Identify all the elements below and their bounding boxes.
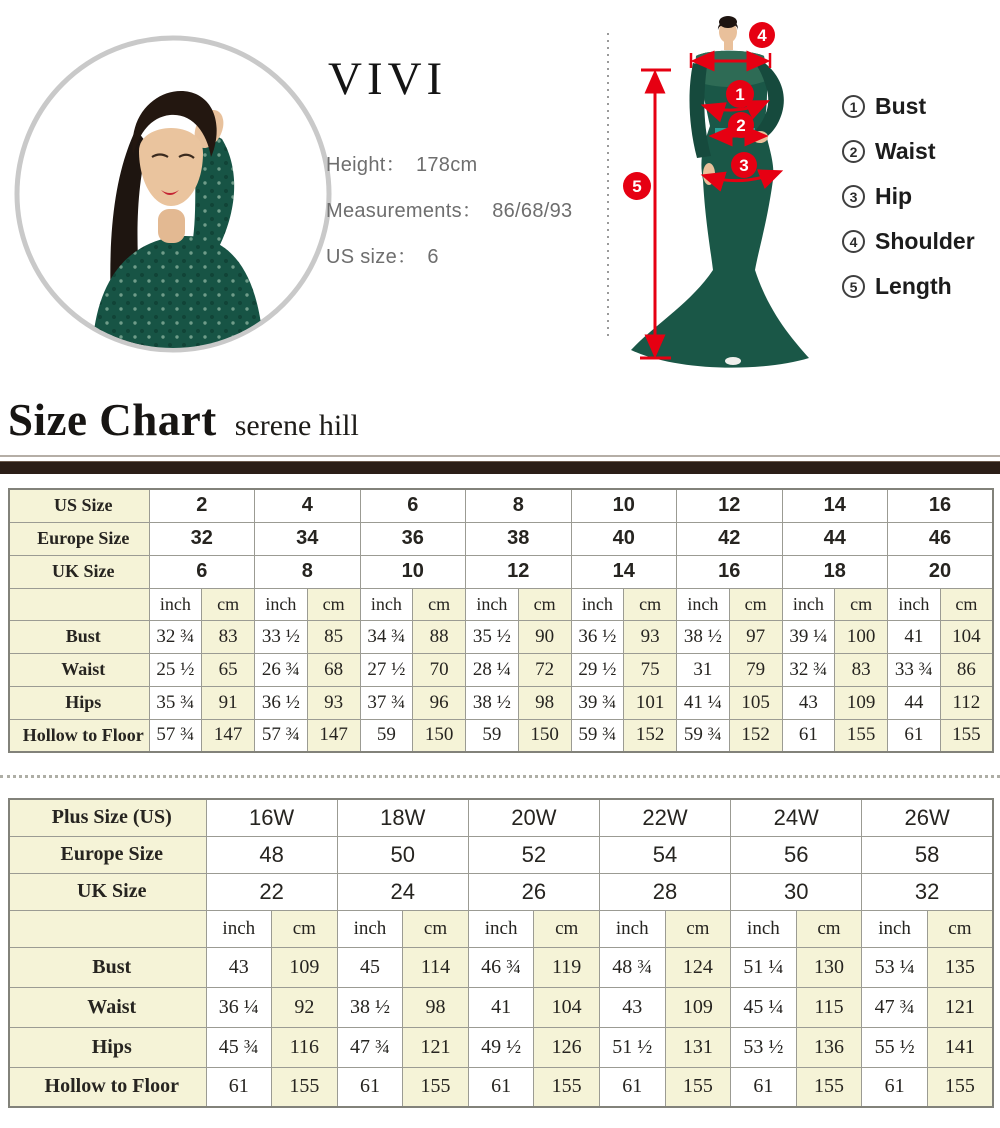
value-cm-cell: 155 [403, 1067, 469, 1107]
value-cm-cell: 100 [835, 620, 888, 653]
value-inch-cell: 41 [468, 987, 534, 1027]
size-cell: 14 [782, 489, 888, 522]
value-cm-cell: 90 [518, 620, 571, 653]
value-inch-cell: 61 [782, 719, 835, 752]
value-cm-cell: 83 [202, 620, 255, 653]
size-cell: 40 [571, 522, 677, 555]
value-cm-cell: 114 [403, 947, 469, 987]
row-label: Waist [9, 653, 149, 686]
unit-cm-cell: cm [413, 588, 466, 620]
value-inch-cell: 61 [888, 719, 941, 752]
regular-size-table [8, 488, 994, 753]
size-cell: 46 [888, 522, 994, 555]
value-cm-cell: 152 [729, 719, 782, 752]
legend-item-shoulder [842, 219, 975, 264]
value-cm-cell: 68 [307, 653, 360, 686]
model-us-size: US size： 6 [326, 246, 439, 268]
size-cell: 28 [599, 873, 730, 910]
value-inch-cell: 61 [731, 1067, 797, 1107]
value-inch-cell: 34 ¾ [360, 620, 413, 653]
value-cm-cell: 86 [940, 653, 993, 686]
size-cell: 24W [731, 799, 862, 836]
value-inch-cell: 36 ½ [255, 686, 308, 719]
model-portrait-illustration [12, 33, 334, 355]
unit-cm-cell: cm [835, 588, 888, 620]
unit-cm-cell: cm [202, 588, 255, 620]
size-cell: 42 [677, 522, 783, 555]
row-label: Hollow to Floor [9, 719, 149, 752]
unit-inch-cell: inch [466, 588, 519, 620]
solid-divider [0, 455, 1000, 474]
value-cm-cell: 97 [729, 620, 782, 653]
unit-cm-cell: cm [307, 588, 360, 620]
unit-inch-cell: inch [206, 910, 272, 947]
value-cm-cell: 109 [272, 947, 338, 987]
value-cm-cell: 104 [940, 620, 993, 653]
measure-row-waist [9, 987, 993, 1027]
value-inch-cell: 43 [599, 987, 665, 1027]
unit-inch-cell: inch [888, 588, 941, 620]
value-inch-cell: 41 ¼ [677, 686, 730, 719]
row-label: Bust [9, 620, 149, 653]
value-inch-cell: 38 ½ [337, 987, 403, 1027]
unit-cm-cell: cm [729, 588, 782, 620]
value-inch-cell: 28 ¼ [466, 653, 519, 686]
row-label: Europe Size [9, 836, 206, 873]
value-inch-cell: 36 ¼ [206, 987, 272, 1027]
legend-label: Waist [875, 138, 936, 164]
size-cell: 10 [360, 555, 466, 588]
size-cell: 14 [571, 555, 677, 588]
value-inch-cell: 38 ½ [677, 620, 730, 653]
value-cm-cell: 152 [624, 719, 677, 752]
size-cell: 36 [360, 522, 466, 555]
marker-shoulder-number: 4 [757, 26, 767, 45]
value-inch-cell: 35 ½ [466, 620, 519, 653]
measure-row-bust [9, 947, 993, 987]
measurement-legend [842, 84, 975, 309]
value-cm-cell: 65 [202, 653, 255, 686]
row-label: US Size [9, 489, 149, 522]
value-cm-cell: 147 [202, 719, 255, 752]
value-cm-cell: 155 [534, 1067, 600, 1107]
marker-hip-number: 3 [739, 156, 749, 175]
value-inch-cell: 39 ¾ [571, 686, 624, 719]
value-cm-cell: 136 [796, 1027, 862, 1067]
shoe-tip [725, 357, 741, 365]
size-cell: 58 [862, 836, 993, 873]
value-cm-cell: 150 [518, 719, 571, 752]
value-inch-cell: 61 [206, 1067, 272, 1107]
size-cell: 30 [731, 873, 862, 910]
circled-number-icon: 3 [842, 185, 865, 208]
size-cell: 54 [599, 836, 730, 873]
measure-row-hips [9, 1027, 993, 1067]
value-inch-cell: 51 ½ [599, 1027, 665, 1067]
value-inch-cell: 47 ¾ [337, 1027, 403, 1067]
size-cell: 10 [571, 489, 677, 522]
size-cell: 16 [677, 555, 783, 588]
value-inch-cell: 53 ¼ [862, 947, 928, 987]
row-label-empty [9, 588, 149, 620]
value-inch-cell: 57 ¾ [149, 719, 202, 752]
left-hand [703, 163, 715, 185]
circled-number-icon: 2 [842, 140, 865, 163]
unit-inch-cell: inch [677, 588, 730, 620]
value-cm-cell: 72 [518, 653, 571, 686]
value-inch-cell: 36 ½ [571, 620, 624, 653]
size-cell: 52 [468, 836, 599, 873]
measure-row-hips [9, 686, 993, 719]
row-label: Europe Size [9, 522, 149, 555]
unit-inch-cell: inch [571, 588, 624, 620]
unit-inch-cell: inch [862, 910, 928, 947]
value-inch-cell: 37 ¾ [360, 686, 413, 719]
value-cm-cell: 155 [835, 719, 888, 752]
value-inch-cell: 57 ¾ [255, 719, 308, 752]
model-info [326, 148, 572, 286]
size-cell: 12 [466, 555, 572, 588]
value-inch-cell: 61 [468, 1067, 534, 1107]
unit-inch-cell: inch [599, 910, 665, 947]
value-inch-cell: 59 ¾ [677, 719, 730, 752]
size-row-europe-size [9, 522, 993, 555]
value-cm-cell: 109 [665, 987, 731, 1027]
value-inch-cell: 33 ¾ [888, 653, 941, 686]
value-inch-cell: 33 ½ [255, 620, 308, 653]
legend-item-length [842, 264, 975, 309]
size-cell: 38 [466, 522, 572, 555]
row-label: Hips [9, 1027, 206, 1067]
legend-label: Bust [875, 93, 927, 119]
value-inch-cell: 39 ¼ [782, 620, 835, 653]
value-cm-cell: 70 [413, 653, 466, 686]
measure-row-waist [9, 653, 993, 686]
value-inch-cell: 61 [862, 1067, 928, 1107]
value-inch-cell: 31 [677, 653, 730, 686]
size-cell: 6 [360, 489, 466, 522]
size-row-us-size [9, 489, 993, 522]
row-label: UK Size [9, 555, 149, 588]
size-cell: 16W [206, 799, 337, 836]
legend-item-bust [842, 84, 975, 129]
size-cell: 48 [206, 836, 337, 873]
size-cell: 18 [782, 555, 888, 588]
value-cm-cell: 93 [307, 686, 360, 719]
value-inch-cell: 43 [206, 947, 272, 987]
unit-cm-cell: cm [940, 588, 993, 620]
value-cm-cell: 85 [307, 620, 360, 653]
size-cell: 44 [782, 522, 888, 555]
marker-waist-number: 2 [736, 116, 746, 135]
value-cm-cell: 98 [403, 987, 469, 1027]
value-cm-cell: 101 [624, 686, 677, 719]
unit-cm-cell: cm [665, 910, 731, 947]
size-cell: 50 [337, 836, 468, 873]
value-inch-cell: 53 ½ [731, 1027, 797, 1067]
size-cell: 34 [255, 522, 361, 555]
legend-label: Shoulder [875, 228, 975, 254]
value-cm-cell: 141 [927, 1027, 993, 1067]
size-cell: 8 [466, 489, 572, 522]
unit-inch-cell: inch [360, 588, 413, 620]
value-inch-cell: 59 ¾ [571, 719, 624, 752]
measure-row-hollow-to-floor [9, 719, 993, 752]
size-cell: 18W [337, 799, 468, 836]
value-inch-cell: 49 ½ [468, 1027, 534, 1067]
value-inch-cell: 29 ½ [571, 653, 624, 686]
value-cm-cell: 96 [413, 686, 466, 719]
value-cm-cell: 92 [272, 987, 338, 1027]
value-cm-cell: 155 [927, 1067, 993, 1107]
value-cm-cell: 112 [940, 686, 993, 719]
size-cell: 20W [468, 799, 599, 836]
model-measurements: Measurements： 86/68/93 [326, 200, 573, 222]
value-inch-cell: 48 ¾ [599, 947, 665, 987]
legend-item-hip [842, 174, 975, 219]
value-cm-cell: 155 [940, 719, 993, 752]
unit-inch-cell: inch [468, 910, 534, 947]
unit-inch-cell: inch [255, 588, 308, 620]
size-cell: 6 [149, 555, 255, 588]
size-cell: 2 [149, 489, 255, 522]
plus-size-table [8, 798, 994, 1108]
page-subtitle: serene hill [234, 409, 359, 442]
unit-cm-cell: cm [796, 910, 862, 947]
value-inch-cell: 45 [337, 947, 403, 987]
measure-row-hollow-to-floor [9, 1067, 993, 1107]
value-cm-cell: 119 [534, 947, 600, 987]
size-row-uk-size [9, 555, 993, 588]
value-inch-cell: 55 ½ [862, 1027, 928, 1067]
row-label: Bust [9, 947, 206, 987]
size-cell: 56 [731, 836, 862, 873]
value-inch-cell: 26 ¾ [255, 653, 308, 686]
size-cell: 26 [468, 873, 599, 910]
unit-inch-cell: inch [149, 588, 202, 620]
unit-row [9, 588, 993, 620]
value-cm-cell: 155 [796, 1067, 862, 1107]
size-row-plus-size-us [9, 799, 993, 836]
value-cm-cell: 155 [665, 1067, 731, 1107]
unit-cm-cell: cm [272, 910, 338, 947]
circled-number-icon: 5 [842, 275, 865, 298]
size-cell: 32 [862, 873, 993, 910]
measure-row-bust [9, 620, 993, 653]
value-inch-cell: 51 ¼ [731, 947, 797, 987]
size-cell: 26W [862, 799, 993, 836]
value-cm-cell: 109 [835, 686, 888, 719]
value-cm-cell: 135 [927, 947, 993, 987]
value-inch-cell: 27 ½ [360, 653, 413, 686]
value-cm-cell: 155 [272, 1067, 338, 1107]
value-inch-cell: 47 ¾ [862, 987, 928, 1027]
value-cm-cell: 79 [729, 653, 782, 686]
row-label: Hollow to Floor [9, 1067, 206, 1107]
unit-cm-cell: cm [927, 910, 993, 947]
value-cm-cell: 91 [202, 686, 255, 719]
brand-logo: VIVI [328, 53, 448, 105]
value-inch-cell: 44 [888, 686, 941, 719]
dress-figure-illustration [583, 8, 845, 380]
unit-cm-cell: cm [624, 588, 677, 620]
size-cell: 12 [677, 489, 783, 522]
figure-hair [719, 16, 737, 28]
size-row-europe-size [9, 836, 993, 873]
value-cm-cell: 93 [624, 620, 677, 653]
value-cm-cell: 124 [665, 947, 731, 987]
size-cell: 24 [337, 873, 468, 910]
legend-item-waist [842, 129, 975, 174]
value-inch-cell: 38 ½ [466, 686, 519, 719]
size-cell: 4 [255, 489, 361, 522]
circled-number-icon: 1 [842, 95, 865, 118]
value-inch-cell: 59 [466, 719, 519, 752]
size-cell: 32 [149, 522, 255, 555]
value-inch-cell: 32 ¾ [782, 653, 835, 686]
value-cm-cell: 130 [796, 947, 862, 987]
unit-cm-cell: cm [403, 910, 469, 947]
unit-inch-cell: inch [782, 588, 835, 620]
value-cm-cell: 150 [413, 719, 466, 752]
row-label: UK Size [9, 873, 206, 910]
value-cm-cell: 104 [534, 987, 600, 1027]
model-photo [12, 33, 334, 355]
value-inch-cell: 61 [337, 1067, 403, 1107]
value-cm-cell: 121 [927, 987, 993, 1027]
value-inch-cell: 32 ¾ [149, 620, 202, 653]
value-inch-cell: 45 ¾ [206, 1027, 272, 1067]
circled-number-icon: 4 [842, 230, 865, 253]
legend-label: Length [875, 273, 952, 299]
size-cell: 16 [888, 489, 994, 522]
value-inch-cell: 43 [782, 686, 835, 719]
value-cm-cell: 116 [272, 1027, 338, 1067]
neck [158, 209, 185, 243]
value-cm-cell: 115 [796, 987, 862, 1027]
value-cm-cell: 131 [665, 1027, 731, 1067]
dotted-divider [0, 775, 1000, 778]
size-cell: 22W [599, 799, 730, 836]
value-cm-cell: 121 [403, 1027, 469, 1067]
value-cm-cell: 83 [835, 653, 888, 686]
section-heading [8, 394, 359, 446]
size-cell: 20 [888, 555, 994, 588]
size-row-uk-size [9, 873, 993, 910]
row-label: Plus Size (US) [9, 799, 206, 836]
value-cm-cell: 98 [518, 686, 571, 719]
value-cm-cell: 105 [729, 686, 782, 719]
value-inch-cell: 25 ½ [149, 653, 202, 686]
row-label-empty [9, 910, 206, 947]
size-cell: 8 [255, 555, 361, 588]
row-label: Waist [9, 987, 206, 1027]
value-inch-cell: 59 [360, 719, 413, 752]
unit-inch-cell: inch [731, 910, 797, 947]
row-label: Hips [9, 686, 149, 719]
marker-length-number: 5 [632, 177, 642, 196]
value-inch-cell: 46 ¾ [468, 947, 534, 987]
unit-cm-cell: cm [518, 588, 571, 620]
value-inch-cell: 45 ¼ [731, 987, 797, 1027]
unit-cm-cell: cm [534, 910, 600, 947]
page-title: Size Chart [8, 395, 217, 445]
value-cm-cell: 126 [534, 1027, 600, 1067]
model-height: Height： 178cm [326, 154, 478, 176]
value-cm-cell: 147 [307, 719, 360, 752]
size-cell: 22 [206, 873, 337, 910]
unit-row [9, 910, 993, 947]
dress-measurement-figure [583, 8, 845, 380]
marker-bust-number: 1 [735, 85, 745, 104]
value-cm-cell: 75 [624, 653, 677, 686]
value-cm-cell: 88 [413, 620, 466, 653]
value-inch-cell: 35 ¾ [149, 686, 202, 719]
unit-inch-cell: inch [337, 910, 403, 947]
value-inch-cell: 61 [599, 1067, 665, 1107]
legend-label: Hip [875, 183, 913, 209]
value-inch-cell: 41 [888, 620, 941, 653]
